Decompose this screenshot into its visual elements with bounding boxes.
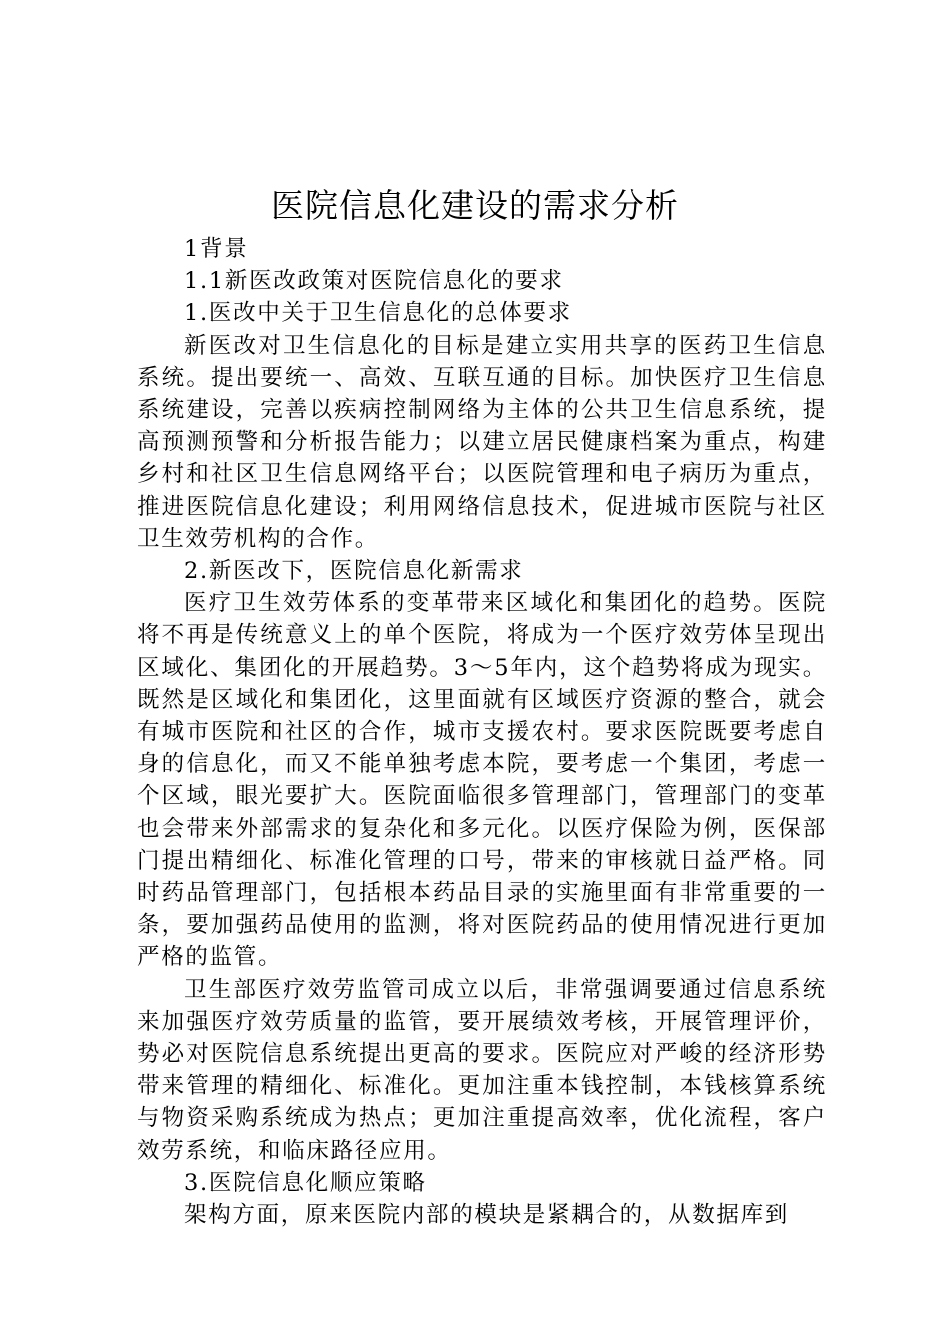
section-heading-policy: 1.1新医改政策对医院信息化的要求	[184, 268, 564, 295]
paragraph-architecture: 架构方面，原来医院内部的模块是紧耦合的，从数据库到	[184, 1202, 790, 1229]
paragraph-supervision: 卫生部医疗效劳监管司成立以后，非常强调要通过信息系统来加强医疗效劳质量的监管，要开展绩效考核，开展管理评价，势必对医院信息系统提出更高的要求。医院应对严峻的经济形势带来管理的精细化、标准化。更加注重本钱控制，本钱核算系统与物资采购系统成为热点；更加注重提高效率，优化流程，客户效劳系统，和临床路径应用。	[137, 976, 827, 1164]
section-heading-overall-requirements: 1.医改中关于卫生信息化的总体要求	[184, 300, 572, 327]
section-heading-background: 1背景	[184, 236, 249, 262]
document-title: 医院信息化建设的需求分析	[271, 186, 679, 225]
document-body	[137, 233, 827, 1231]
paragraph-regionalization: 医疗卫生效劳体系的变革带来区域化和集团化的趋势。医院将不再是传统意义上的单个医院，将成为一个医疗效劳体呈现出区域化、集团化的开展趋势。3～5年内，这个趋势将成为现实。既然是区域化和集团化，这里面就有区域医疗资源的整合，就会有城市医院和社区的合作，城市支援农村。要求医院既要考虑自身的信息化，而又不能单独考虑本院，要考虑一个集团，考虑一个区域，眼光要扩大。医院面临很多管理部门，管理部门的变革也会带来外部需求的复杂化和多元化。以医疗保险为例，医保部门提出精细化、标准化管理的口号，带来的审核就日益严格。同时药品管理部门，包括根本药品目录的实施里面有非常重要的一条，要加强药品使用的监测，将对医院药品的使用情况进行更加严格的监管。	[137, 590, 827, 971]
section-heading-new-needs: 2.新医改下，医院信息化新需求	[184, 558, 524, 585]
section-heading-strategy: 3.医院信息化顺应策略	[184, 1169, 427, 1196]
paragraph-overall-requirements: 新医改对卫生信息化的目标是建立实用共享的医药卫生信息系统。提出要统一、高效、互联互通的目标。加快医疗卫生信息系统建设，完善以疾病控制网络为主体的公共卫生信息系统，提高预测预警和分析报告能力；以建立居民健康档案为重点，构建乡村和社区卫生信息网络平台；以医院管理和电子病历为重点，推进医院信息化建设；利用网络信息技术，促进城市医院与社区卫生效劳机构的合作。	[137, 332, 827, 552]
